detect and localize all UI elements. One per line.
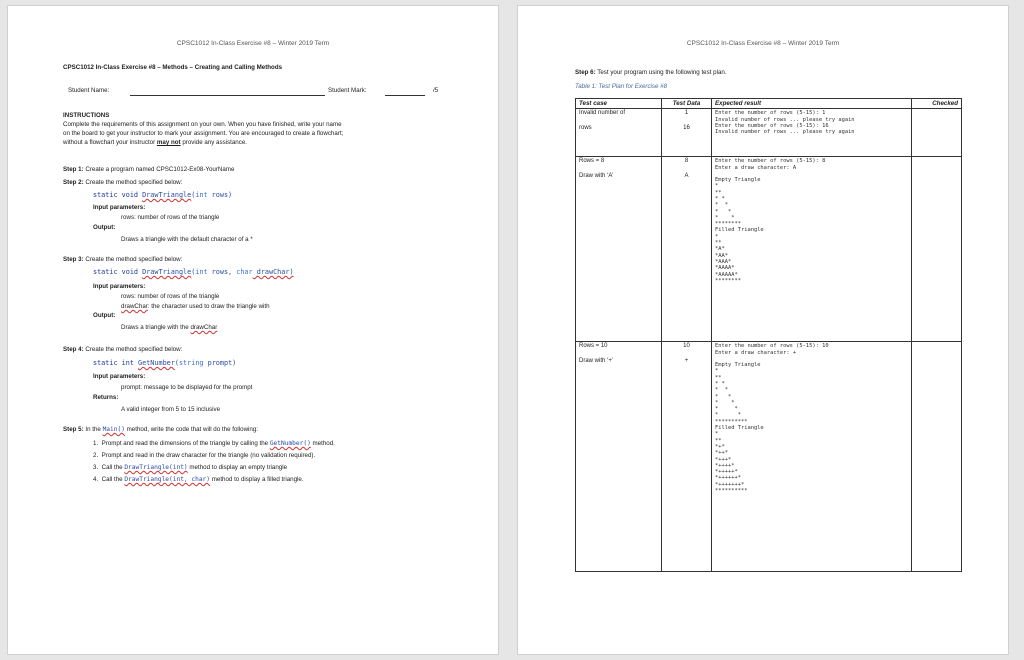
- step-4-param: prompt: message to be displayed for the prompt: [121, 384, 253, 391]
- column-header: Checked: [912, 99, 962, 109]
- test-data-cell: [662, 157, 712, 342]
- column-header: Expected result: [712, 99, 912, 109]
- test-case-text: rows: [579, 124, 592, 131]
- test-data-value: 8: [684, 158, 689, 165]
- test-data-value: 1: [684, 110, 689, 117]
- code-args: rows,: [207, 268, 237, 276]
- instructions-line-2: on the board to get your instructor to mark your assignment. You are encouraged to create a flowchart;: [63, 130, 344, 137]
- table-row: [576, 109, 962, 157]
- code-type: string: [178, 359, 204, 367]
- test-plan-table: [575, 98, 962, 572]
- code-type: char: [236, 268, 253, 276]
- instructions-emphasis: may not: [156, 139, 181, 146]
- instructions-line-1: Complete the requirements of this assignment on your own. When you have finished, write your name: [63, 121, 342, 128]
- step-text: Create the method specified below:: [83, 256, 183, 263]
- output-text: Draws a triangle with the: [121, 324, 191, 331]
- test-data-value: 10: [683, 343, 690, 350]
- table-row: [576, 342, 962, 572]
- step-text: In the: [83, 426, 103, 433]
- test-case-text: Draw with ‘+’: [579, 357, 614, 364]
- step-5-item-1: [93, 440, 335, 448]
- item-text: Call the: [101, 464, 125, 471]
- expected-output: Enter the number of rows (5-15): 10 Enter a draw character: + Empty Triangle * ** * * * * * * * * * * * * ********** Filled Triangle * ** *+* *++* *+++* *++++* *+++++* *++++++* *+++++++* **********: [715, 343, 829, 495]
- step-2-input-label: Input parameters:: [93, 204, 146, 211]
- step-5-item-3: [93, 464, 287, 472]
- column-header: Test Data: [662, 99, 712, 109]
- code-keyword: static int: [93, 359, 139, 367]
- step-3-signature: [93, 268, 294, 276]
- test-case-text: Invalid number of: [579, 110, 626, 117]
- item-text-end: method to display an empty triangle: [187, 464, 288, 471]
- checked-cell[interactable]: [912, 157, 962, 342]
- step-label: Step 6:: [575, 69, 596, 76]
- instructions-line-3: [63, 139, 247, 147]
- column-header: Test case: [576, 99, 662, 109]
- step-6: [575, 69, 727, 77]
- test-case-text: Rows = 10: [579, 343, 608, 350]
- student-name-label: Student Name:: [68, 87, 110, 94]
- page-header: CPSC1012 In-Class Exercise #8 – Winter 2019 Term: [176, 40, 330, 47]
- param-text: : the character used to draw the triangle with: [147, 303, 270, 310]
- test-case-cell: [576, 342, 662, 572]
- step-text: Create a program named CPSC1012-Ex08-YourName: [83, 166, 235, 173]
- step-3-output-label: Output:: [93, 312, 116, 319]
- code-args: rows): [207, 191, 233, 199]
- step-2-output-label: Output:: [93, 224, 116, 231]
- test-data-cell: [662, 109, 712, 157]
- item-number: 1.: [93, 440, 99, 447]
- item-code: DrawTriangle(int, char): [124, 476, 211, 483]
- expected-output: Enter the number of rows (5-15): 8 Enter a draw character: A Empty Triangle * ** * * * * * * * * ******** Filled Triangle * ** *A* *AA* *AAA* *AAAA* *AAAAA* ********: [715, 158, 826, 284]
- table-row: [576, 157, 962, 342]
- instructions-text-end: provide any assistance.: [180, 139, 248, 146]
- document-title: CPSC1012 In-Class Exercise #8 – Methods – Creating and Calling Methods: [63, 64, 283, 71]
- step-label: Step 3:: [63, 256, 84, 263]
- code-keyword: static void: [93, 268, 143, 276]
- code-args: drawChar): [252, 268, 294, 276]
- item-text: Call the: [101, 476, 125, 483]
- step-3-input-label: Input parameters:: [93, 283, 146, 290]
- checked-cell[interactable]: [912, 342, 962, 572]
- item-text: Prompt and read in the draw character for the triangle (no validation required).: [101, 452, 316, 459]
- test-case-text: Rows = 8: [579, 158, 605, 165]
- code-method-name: GetNumber: [138, 359, 175, 367]
- step-text: Create the method specified below:: [83, 346, 183, 353]
- step-3: [63, 256, 182, 264]
- step-label: Step 2:: [63, 179, 84, 186]
- student-name-line[interactable]: [130, 95, 325, 96]
- page-header: CPSC1012 In-Class Exercise #8 – Winter 2019 Term: [686, 40, 840, 47]
- step-2: [63, 179, 182, 187]
- param-name: drawChar: [121, 303, 148, 310]
- document-page-1: [7, 5, 499, 655]
- document-page-2: [517, 5, 1009, 655]
- output-param: drawChar: [190, 324, 218, 331]
- item-number: 2.: [93, 452, 99, 459]
- code-method-name: DrawTriangle: [142, 268, 192, 276]
- step-4-returns: A valid integer from 5 to 15 inclusive: [121, 406, 221, 413]
- code-paren: (: [191, 191, 196, 199]
- step-1: [63, 166, 234, 174]
- checked-cell[interactable]: [912, 109, 962, 157]
- code-keyword: static void: [93, 191, 143, 199]
- step-3-output: [121, 324, 217, 332]
- item-code: GetNumber(): [269, 440, 311, 447]
- code-method-name: DrawTriangle: [142, 191, 192, 199]
- test-data-value: 16: [683, 124, 690, 131]
- step-2-output: Draws a triangle with the default character of a *: [121, 236, 253, 243]
- step-text: Create the method specified below:: [83, 179, 183, 186]
- instructions-text: without a flowchart your instructor: [63, 139, 157, 146]
- step-3-param-1: rows: number of rows of the triangle: [121, 293, 220, 300]
- item-text: Prompt and read the dimensions of the triangle by calling the: [101, 440, 270, 447]
- step-label: Step 5:: [63, 426, 84, 433]
- test-data-value: A: [684, 172, 689, 179]
- code-args: prompt): [203, 359, 237, 367]
- mark-total: /5: [433, 87, 439, 94]
- main-method: Main(): [102, 426, 125, 433]
- item-text-end: method to display a filled triangle.: [210, 476, 304, 483]
- code-type: int: [195, 191, 208, 199]
- code-type: int: [195, 268, 208, 276]
- test-case-cell: [576, 109, 662, 157]
- step-label: Step 1:: [63, 166, 84, 173]
- test-case-text: Draw with ‘A’: [579, 172, 614, 179]
- step-3-param-2: [121, 303, 270, 311]
- step-label: Step 4:: [63, 346, 84, 353]
- test-data-value: +: [684, 357, 689, 364]
- step-4: [63, 346, 182, 354]
- step-5-item-4: [93, 476, 304, 484]
- step-4-returns-label: Returns:: [93, 394, 119, 401]
- step-5-item-2: [93, 452, 315, 460]
- test-data-cell: [662, 342, 712, 572]
- test-case-cell: [576, 157, 662, 342]
- step-5: [63, 426, 258, 434]
- step-4-signature: [93, 359, 236, 367]
- student-mark-label: Student Mark:: [328, 87, 367, 94]
- instructions-heading: INSTRUCTIONS: [63, 112, 110, 119]
- student-mark-line[interactable]: [385, 95, 425, 96]
- table-caption: Table 1: Test Plan for Exercise #8: [575, 83, 668, 90]
- step-2-signature: [93, 191, 232, 199]
- step-2-param: rows: number of rows of the triangle: [121, 214, 220, 221]
- step-text-end: method, write the code that will do the following:: [124, 426, 259, 433]
- expected-output: Enter the number of rows (5-15): 1 Invalid number of rows ... please try again Enter the number of rows (5-15): 16 Invalid number of rows ... please try again: [715, 110, 855, 136]
- step-text: Test your program using the following test plan.: [595, 69, 727, 76]
- item-text-end: method.: [310, 440, 335, 447]
- expected-result-cell: [712, 342, 912, 572]
- item-number: 3.: [93, 464, 99, 471]
- expected-result-cell: [712, 109, 912, 157]
- code-paren: (: [191, 268, 196, 276]
- table-header-row: [576, 99, 962, 109]
- expected-result-cell: [712, 157, 912, 342]
- step-4-input-label: Input parameters:: [93, 373, 146, 380]
- item-number: 4.: [93, 476, 99, 483]
- code-paren: (: [174, 359, 179, 367]
- item-code: DrawTriangle(int): [124, 464, 188, 471]
